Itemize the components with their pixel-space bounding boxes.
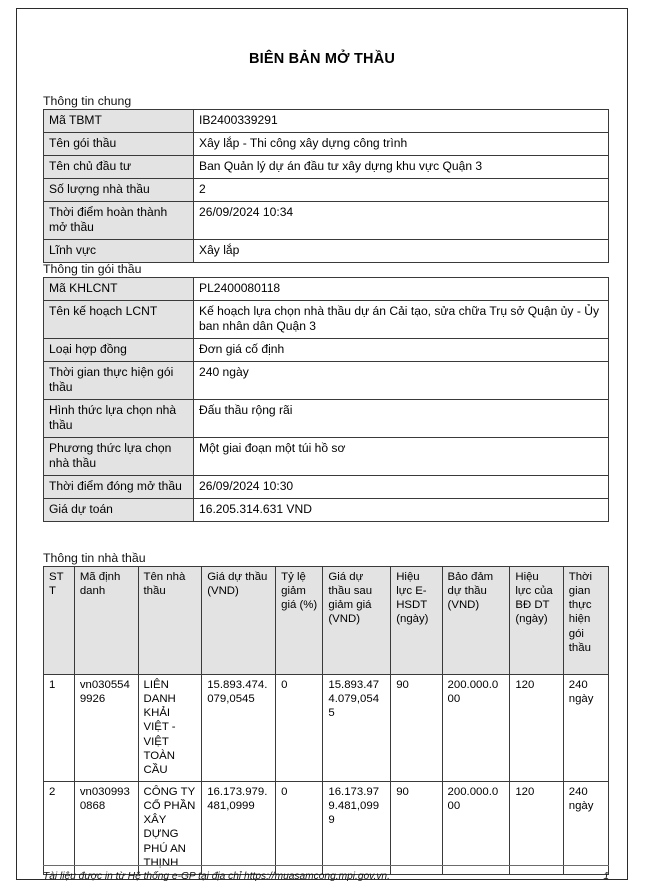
- package-info-row: [44, 361, 609, 399]
- general-info-label: Tên chủ đầu tư: [44, 155, 194, 178]
- bidder-bid-price-cell: 16.173.979.481,0999: [202, 781, 276, 874]
- general-info-row: [44, 178, 609, 201]
- package-info-value: 26/09/2024 10:30: [194, 475, 609, 498]
- bidders-table-header-row: [44, 567, 609, 675]
- bidder-bid-price-after-discount-cell: 15.893.474.079,0545: [323, 675, 391, 782]
- bidder-name-cell: CÔNG TY CỔ PHẦN XÂY DỰNG PHÚ AN THỊNH: [138, 781, 202, 874]
- package-info-row: [44, 300, 609, 338]
- bidder-bid-security-cell: 200.000.000: [442, 781, 510, 874]
- bidders-column-header: Tỷ lệ giảm giá (%): [276, 567, 323, 675]
- bidders-column-header: Tên nhà thầu: [138, 567, 202, 675]
- general-info-label: Thời điểm hoàn thành mở thầu: [44, 201, 194, 239]
- bidder-bid-security-cell: 200.000.000: [442, 675, 510, 782]
- bidder-discount-pct-cell: 0: [276, 781, 323, 874]
- bidder-code-cell: vn0305549926: [74, 675, 138, 782]
- package-info-value: Đơn giá cố định: [194, 338, 609, 361]
- general-info-value: 2: [194, 178, 609, 201]
- package-info-label: Hình thức lựa chọn nhà thầu: [44, 399, 194, 437]
- package-info-value: Một giai đoạn một túi hồ sơ: [194, 437, 609, 475]
- bidder-code-cell: vn0309930868: [74, 781, 138, 874]
- general-info-value: Xây lắp: [194, 239, 609, 262]
- bidder-bid-price-cell: 15.893.474.079,0545: [202, 675, 276, 782]
- general-info-row: [44, 239, 609, 262]
- bidder-security-validity-cell: 120: [510, 781, 563, 874]
- table-row: [44, 675, 609, 782]
- package-info-label: Giá dự toán: [44, 498, 194, 521]
- footer-note: Tài liệu được in từ Hệ thống e-GP tại địa chỉ https://muasamcong.mpi.gov.vn.: [43, 871, 390, 882]
- bidders-column-header: Thời gian thực hiện gói thầu: [563, 567, 608, 675]
- package-info-label: Loại hợp đồng: [44, 338, 194, 361]
- package-info-label: Phương thức lựa chọn nhà thầu: [44, 437, 194, 475]
- package-info-value: PL2400080118: [194, 278, 609, 301]
- bidders-column-header: Giá dự thầu sau giảm giá (VND): [323, 567, 391, 675]
- bidders-table: [43, 566, 609, 875]
- document-title: BIÊN BẢN MỞ THẦU: [248, 51, 396, 67]
- bidder-name-cell: LIÊN DANH KHẢI VIỆT - VIỆT TOÀN CẦU: [138, 675, 202, 782]
- package-info-value: Đấu thầu rộng rãi: [194, 399, 609, 437]
- general-info-label: Mã TBMT: [44, 110, 194, 133]
- general-info-row: [44, 201, 609, 239]
- package-info-value: Kế hoạch lựa chọn nhà thầu dự án Cải tạo, sửa chữa Trụ sở Quận ủy - Ủy ban nhân dân Quận 3: [194, 300, 609, 338]
- section-caption-package-info: Thông tin gói thầu: [43, 262, 142, 276]
- footer-page-number: 1: [603, 871, 609, 882]
- package-info-label: Thời điểm đóng mở thầu: [44, 475, 194, 498]
- general-info-value: IB2400339291: [194, 110, 609, 133]
- bidder-execution-time-cell: 240 ngày: [563, 781, 608, 874]
- bidder-discount-pct-cell: 0: [276, 675, 323, 782]
- bidder-ehsdt-validity-cell: 90: [391, 781, 442, 874]
- general-info-value: 26/09/2024 10:34: [194, 201, 609, 239]
- bidder-security-validity-cell: 120: [510, 675, 563, 782]
- bidder-stt-cell: 1: [44, 675, 75, 782]
- section-caption-bidders-info: Thông tin nhà thầu: [43, 551, 146, 565]
- bidders-column-header: Giá dự thầu (VND): [202, 567, 276, 675]
- general-info-row: [44, 155, 609, 178]
- bidders-column-header: Bảo đảm dự thầu (VND): [442, 567, 510, 675]
- package-info-value: 240 ngày: [194, 361, 609, 399]
- bidders-column-header: Hiệu lực của BĐ DT (ngày): [510, 567, 563, 675]
- document-page: [16, 8, 628, 880]
- general-info-value: Xây lắp - Thi công xây dựng công trình: [194, 132, 609, 155]
- general-info-row: [44, 132, 609, 155]
- package-info-label: Tên kế hoạch LCNT: [44, 300, 194, 338]
- table-row: [44, 781, 609, 874]
- bidder-execution-time-cell: 240 ngày: [563, 675, 608, 782]
- general-info-label: Lĩnh vực: [44, 239, 194, 262]
- section-caption-general-info: Thông tin chung: [43, 94, 132, 108]
- package-info-row: [44, 498, 609, 521]
- package-info-row: [44, 278, 609, 301]
- bidders-column-header: Hiệu lực E-HSDT (ngày): [391, 567, 442, 675]
- footer-divider: [43, 865, 609, 866]
- general-info-label: Số lượng nhà thầu: [44, 178, 194, 201]
- package-info-row: [44, 475, 609, 498]
- bidder-ehsdt-validity-cell: 90: [391, 675, 442, 782]
- general-info-label: Tên gói thầu: [44, 132, 194, 155]
- bidder-bid-price-after-discount-cell: 16.173.979.481,0999: [323, 781, 391, 874]
- bidders-column-header: Mã định danh: [74, 567, 138, 675]
- bidder-stt-cell: 2: [44, 781, 75, 874]
- general-info-table: [43, 109, 609, 263]
- package-info-table: [43, 277, 609, 522]
- package-info-label: Thời gian thực hiện gói thầu: [44, 361, 194, 399]
- bidders-column-header: STT: [44, 567, 75, 675]
- package-info-row: [44, 437, 609, 475]
- package-info-value: 16.205.314.631 VND: [194, 498, 609, 521]
- package-info-row: [44, 399, 609, 437]
- package-info-row: [44, 338, 609, 361]
- package-info-label: Mã KHLCNT: [44, 278, 194, 301]
- general-info-row: [44, 110, 609, 133]
- general-info-value: Ban Quản lý dự án đầu tư xây dựng khu vực Quận 3: [194, 155, 609, 178]
